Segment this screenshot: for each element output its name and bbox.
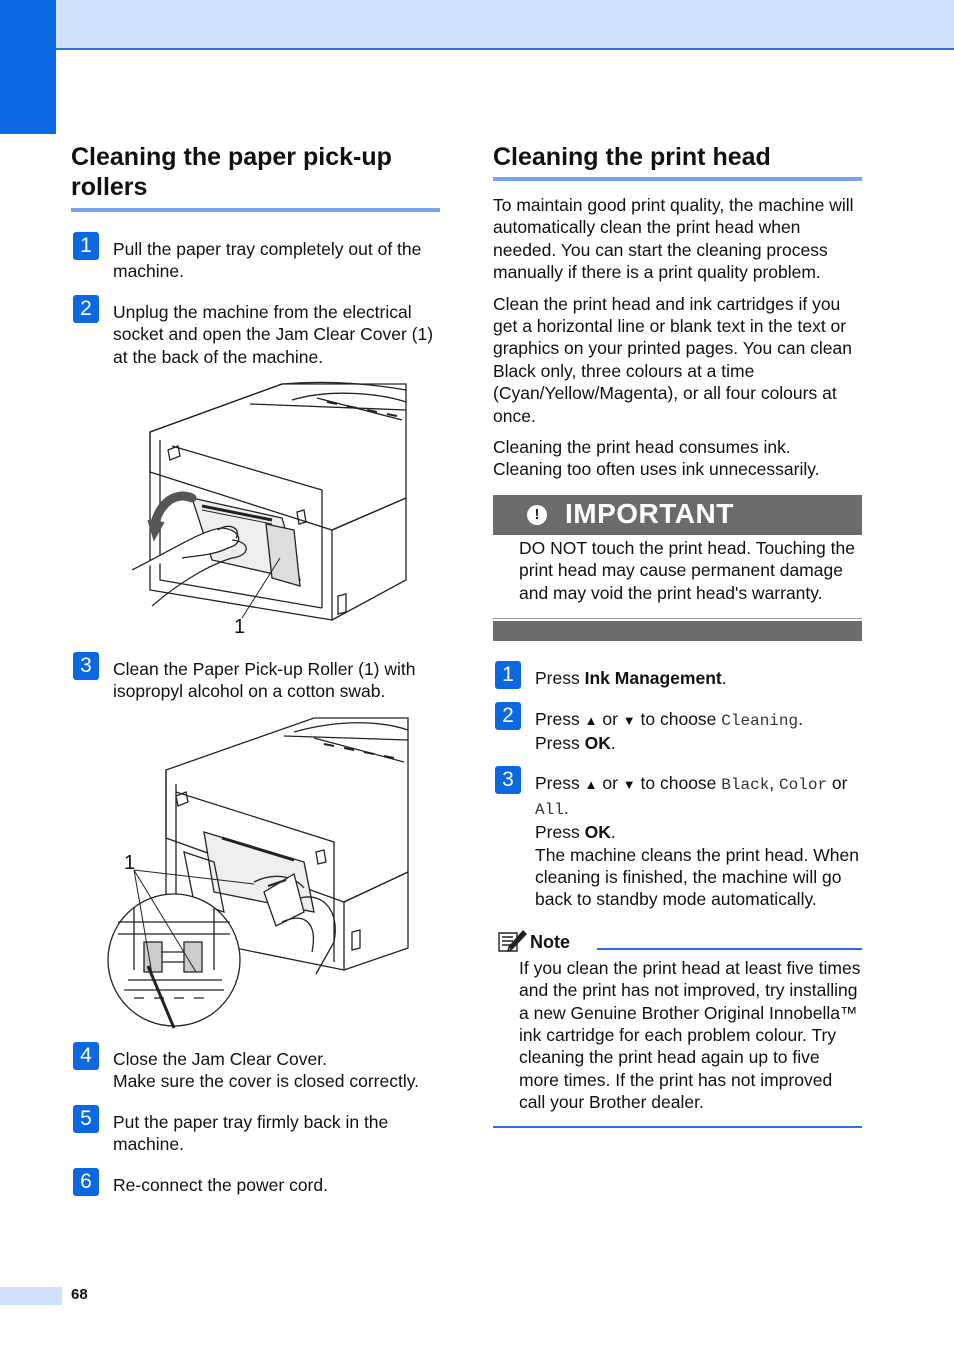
important-header <box>493 495 862 535</box>
step-text: to choose <box>635 708 722 729</box>
step-text: Press <box>535 732 585 753</box>
print-head-step-3 <box>493 768 862 910</box>
note-title: Note <box>530 931 570 952</box>
step-number: 4 <box>73 1042 99 1070</box>
step-text: . <box>798 708 803 729</box>
note-bottom-rule <box>493 1126 862 1128</box>
step-text: or <box>827 773 848 794</box>
up-arrow-icon: ▲ <box>584 777 598 793</box>
section-heading-rollers: Cleaning the paper pick-up rollers <box>71 143 392 201</box>
pickup-roller-illustration <box>104 712 410 1030</box>
note-box <box>493 927 862 1128</box>
step-text: Put the paper tray firmly back in the machine. <box>113 1111 389 1155</box>
paragraph: Cleaning the print head consumes ink. Cleaning too often uses ink unnecessarily. <box>493 437 820 480</box>
ok-key: OK <box>584 732 611 753</box>
lcd-option: Black <box>721 776 770 795</box>
important-box <box>493 495 862 641</box>
paragraph: Clean the print head and ink cartridges if you get a horizontal line or blank text in the text or graphics on your printed pages. You can clean Black only, three colours at a time (Cyan/Yellow/Magenta), or all four colours at once. <box>493 293 853 426</box>
page-number: 68 <box>71 1286 88 1303</box>
section-heading-print-head: Cleaning the print head <box>493 143 771 171</box>
important-text: DO NOT touch the print head. Touching the print head may cause permanent damage and may void the print head's warranty. <box>519 537 855 603</box>
step-5 <box>71 1106 440 1156</box>
print-head-step-1 <box>493 663 862 689</box>
header-band <box>0 0 954 50</box>
note-text: If you clean the print head at least five times and the print has not improved, try installing a new Genuine Brother Original Innobella™ ink cartridge for each problem colour. Try cleaning the print head again up to five more times. If the print has not improved call your Brother dealer. <box>519 957 861 1113</box>
step-text: . <box>610 822 616 843</box>
note-rule <box>597 948 862 950</box>
down-arrow-icon: ▼ <box>622 777 636 793</box>
left-column <box>71 142 440 368</box>
chapter-tab <box>0 0 56 134</box>
step-text: or <box>597 708 623 729</box>
callout-label: 1 <box>234 616 246 638</box>
step-number: 3 <box>73 652 99 680</box>
step-number: 6 <box>73 1168 99 1196</box>
step-text: Clean the Paper Pick-up Roller (1) with isopropyl alcohol on a cotton swab. <box>113 659 416 702</box>
step-text: Re-connect the power cord. <box>113 1174 328 1195</box>
step-text: to choose <box>635 773 722 794</box>
step-6 <box>71 1169 440 1196</box>
down-arrow-icon: ▼ <box>622 712 636 728</box>
exclamation-icon: ! <box>527 505 547 525</box>
step-text: Unplug the machine from the electrical socket and open the Jam Clear Cover (1) at the back of the machine. <box>113 301 434 367</box>
step-number: 1 <box>73 232 99 260</box>
step-number: 1 <box>495 661 521 689</box>
important-footer <box>493 618 862 641</box>
step-number: 2 <box>495 702 521 730</box>
lcd-option: Color <box>779 776 828 795</box>
ok-key: OK <box>584 822 611 843</box>
step-text-line1: Close the Jam Clear Cover. <box>113 1049 327 1069</box>
lcd-option: Cleaning <box>721 711 799 730</box>
up-arrow-icon: ▲ <box>584 712 598 728</box>
step-text: Press <box>535 708 585 729</box>
step-1 <box>71 234 440 283</box>
step-text: . <box>721 668 727 689</box>
step-text: Press <box>535 822 585 843</box>
important-title: IMPORTANT <box>565 497 734 529</box>
print-head-step-2 <box>493 703 862 755</box>
step-text: . <box>563 797 569 818</box>
heading-rule <box>71 208 440 212</box>
printer-jam-cover-illustration <box>132 380 408 640</box>
step-text: , <box>769 773 780 794</box>
lcd-option: All <box>535 800 564 819</box>
step-text: The machine cleans the print head. When cleaning is finished, the machine will go back to standby mode automatically. <box>535 844 859 910</box>
footer-tab <box>0 1287 62 1305</box>
right-column <box>493 142 862 1128</box>
step-number: 2 <box>73 295 99 323</box>
menu-name: Ink Management <box>584 668 722 689</box>
note-header <box>493 927 862 957</box>
step-text-line2: Make sure the cover is closed correctly. <box>113 1071 420 1092</box>
step-number: 3 <box>495 766 521 794</box>
heading-rule <box>493 177 862 181</box>
step-text: Press <box>535 668 585 689</box>
paragraph: To maintain good print quality, the machine will automatically clean the print head when needed. You can start the cleaning process manually if there is a print quality problem. <box>493 195 854 283</box>
left-column-middle <box>71 654 440 703</box>
step-text: Press <box>535 773 585 794</box>
step-text: or <box>597 773 623 794</box>
step-number: 5 <box>73 1105 99 1133</box>
left-column-bottom <box>71 1044 440 1196</box>
step-text: . <box>610 732 616 753</box>
step-2 <box>71 296 440 368</box>
step-3 <box>71 654 440 703</box>
step-text: Pull the paper tray completely out of the machine. <box>113 239 422 282</box>
step-4 <box>71 1044 440 1093</box>
callout-label: 1 <box>124 852 136 874</box>
note-pencil-icon <box>497 927 527 953</box>
